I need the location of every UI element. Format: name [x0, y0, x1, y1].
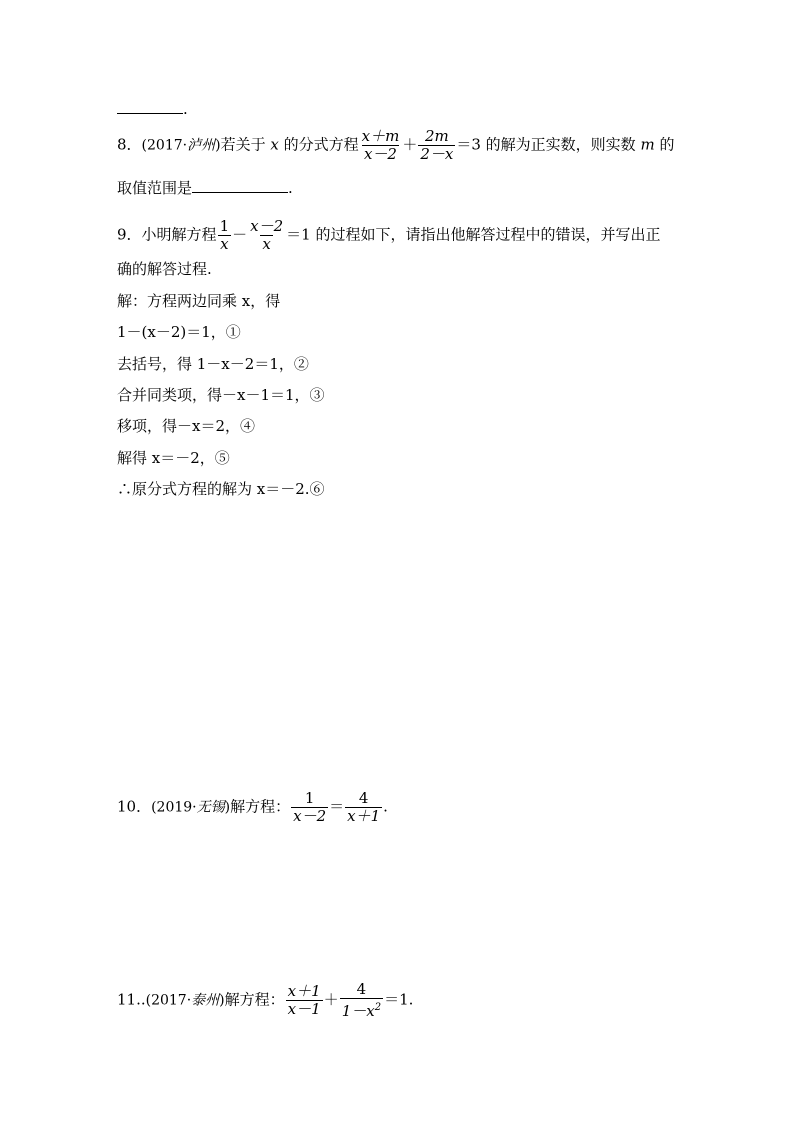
question-number: 8．: [117, 135, 142, 154]
solution-step: 解得 x＝－2，⑤: [117, 449, 230, 467]
q7-answer-blank-line: [117, 98, 188, 120]
solution-step: ∴原分式方程的解为 x＝－2.⑥: [117, 480, 325, 498]
question-text: 解方程：: [230, 797, 291, 816]
plus-sign: ＋: [323, 990, 339, 1009]
fraction: $\frac{2m}{2-x}$: [420, 127, 454, 163]
question-number: 11..: [117, 990, 146, 1009]
question-text: 确的解答过程.: [117, 260, 212, 278]
question-9-line-2: [117, 258, 212, 280]
question-text: ＝3 的解为正实数，则实数: [456, 135, 636, 154]
question-text: 若关于: [220, 135, 266, 154]
variable-x: x: [270, 135, 279, 154]
solution-step: 去括号，得 1－x－2＝1，②: [117, 355, 309, 373]
answer-blank[interactable]: [117, 99, 183, 114]
question-9-line-1: [117, 218, 660, 253]
question-text: 小明解方程: [141, 225, 217, 244]
minus-sign: －: [232, 225, 248, 244]
plus-sign: ＋: [402, 135, 418, 154]
question-source: (2017·泸州): [141, 137, 221, 154]
fraction: $\frac{x+m}{x-2}$: [361, 127, 400, 163]
question-text: 取值范围是: [117, 179, 193, 197]
question-8-line-2: 取值范围是 .: [117, 179, 293, 197]
fraction: $\frac{4}{1-x^2}$: [341, 980, 382, 1020]
question-10-line: 10．(2019·无锡)解方程： $\frac{1}{x-2}$ ＝ $\frac{4}{x+1}$ .: [117, 789, 388, 825]
question-text: 的: [659, 135, 675, 154]
question-source: (2017·泰州): [145, 992, 225, 1009]
question-text: ＝1 的过程如下，请指出他解答过程中的错误，并写出正: [286, 225, 661, 244]
fraction: $\frac{x-2}{x}$: [250, 217, 284, 253]
fraction: $\frac{4}{x+1}$: [347, 789, 381, 825]
question-source: (2019·无锡): [151, 799, 231, 816]
equals-sign: ＝: [329, 797, 345, 816]
solution-step: 1－(x－2)＝1，①: [117, 323, 241, 341]
question-text: 解方程：: [224, 990, 285, 1009]
solution-step: 合并同类项，得－x－1＝1，③: [117, 386, 325, 404]
fraction: $\frac{1}{x-2}$: [293, 789, 327, 825]
question-number: 10．: [117, 797, 152, 816]
variable-m: m: [640, 135, 655, 154]
fraction: $\frac{1}{x}$: [219, 217, 230, 253]
fraction: $\frac{x+1}{x-1}$: [287, 982, 321, 1018]
question-number: 9．: [117, 225, 142, 244]
solution-step: 移项，得－x＝2，④: [117, 417, 256, 435]
question-text: 的分式方程: [283, 135, 359, 154]
question-8-line-1: [117, 128, 674, 163]
answer-blank[interactable]: [192, 178, 288, 193]
period: .: [183, 100, 188, 118]
solution-step: 解：方程两边同乘 x，得: [117, 292, 281, 310]
question-11-line: 11..(2017·泰州)解方程： $\frac{x+1}{x-1}$ ＋ $\frac{4}{1-x^2}$ ＝1.: [117, 980, 414, 1020]
